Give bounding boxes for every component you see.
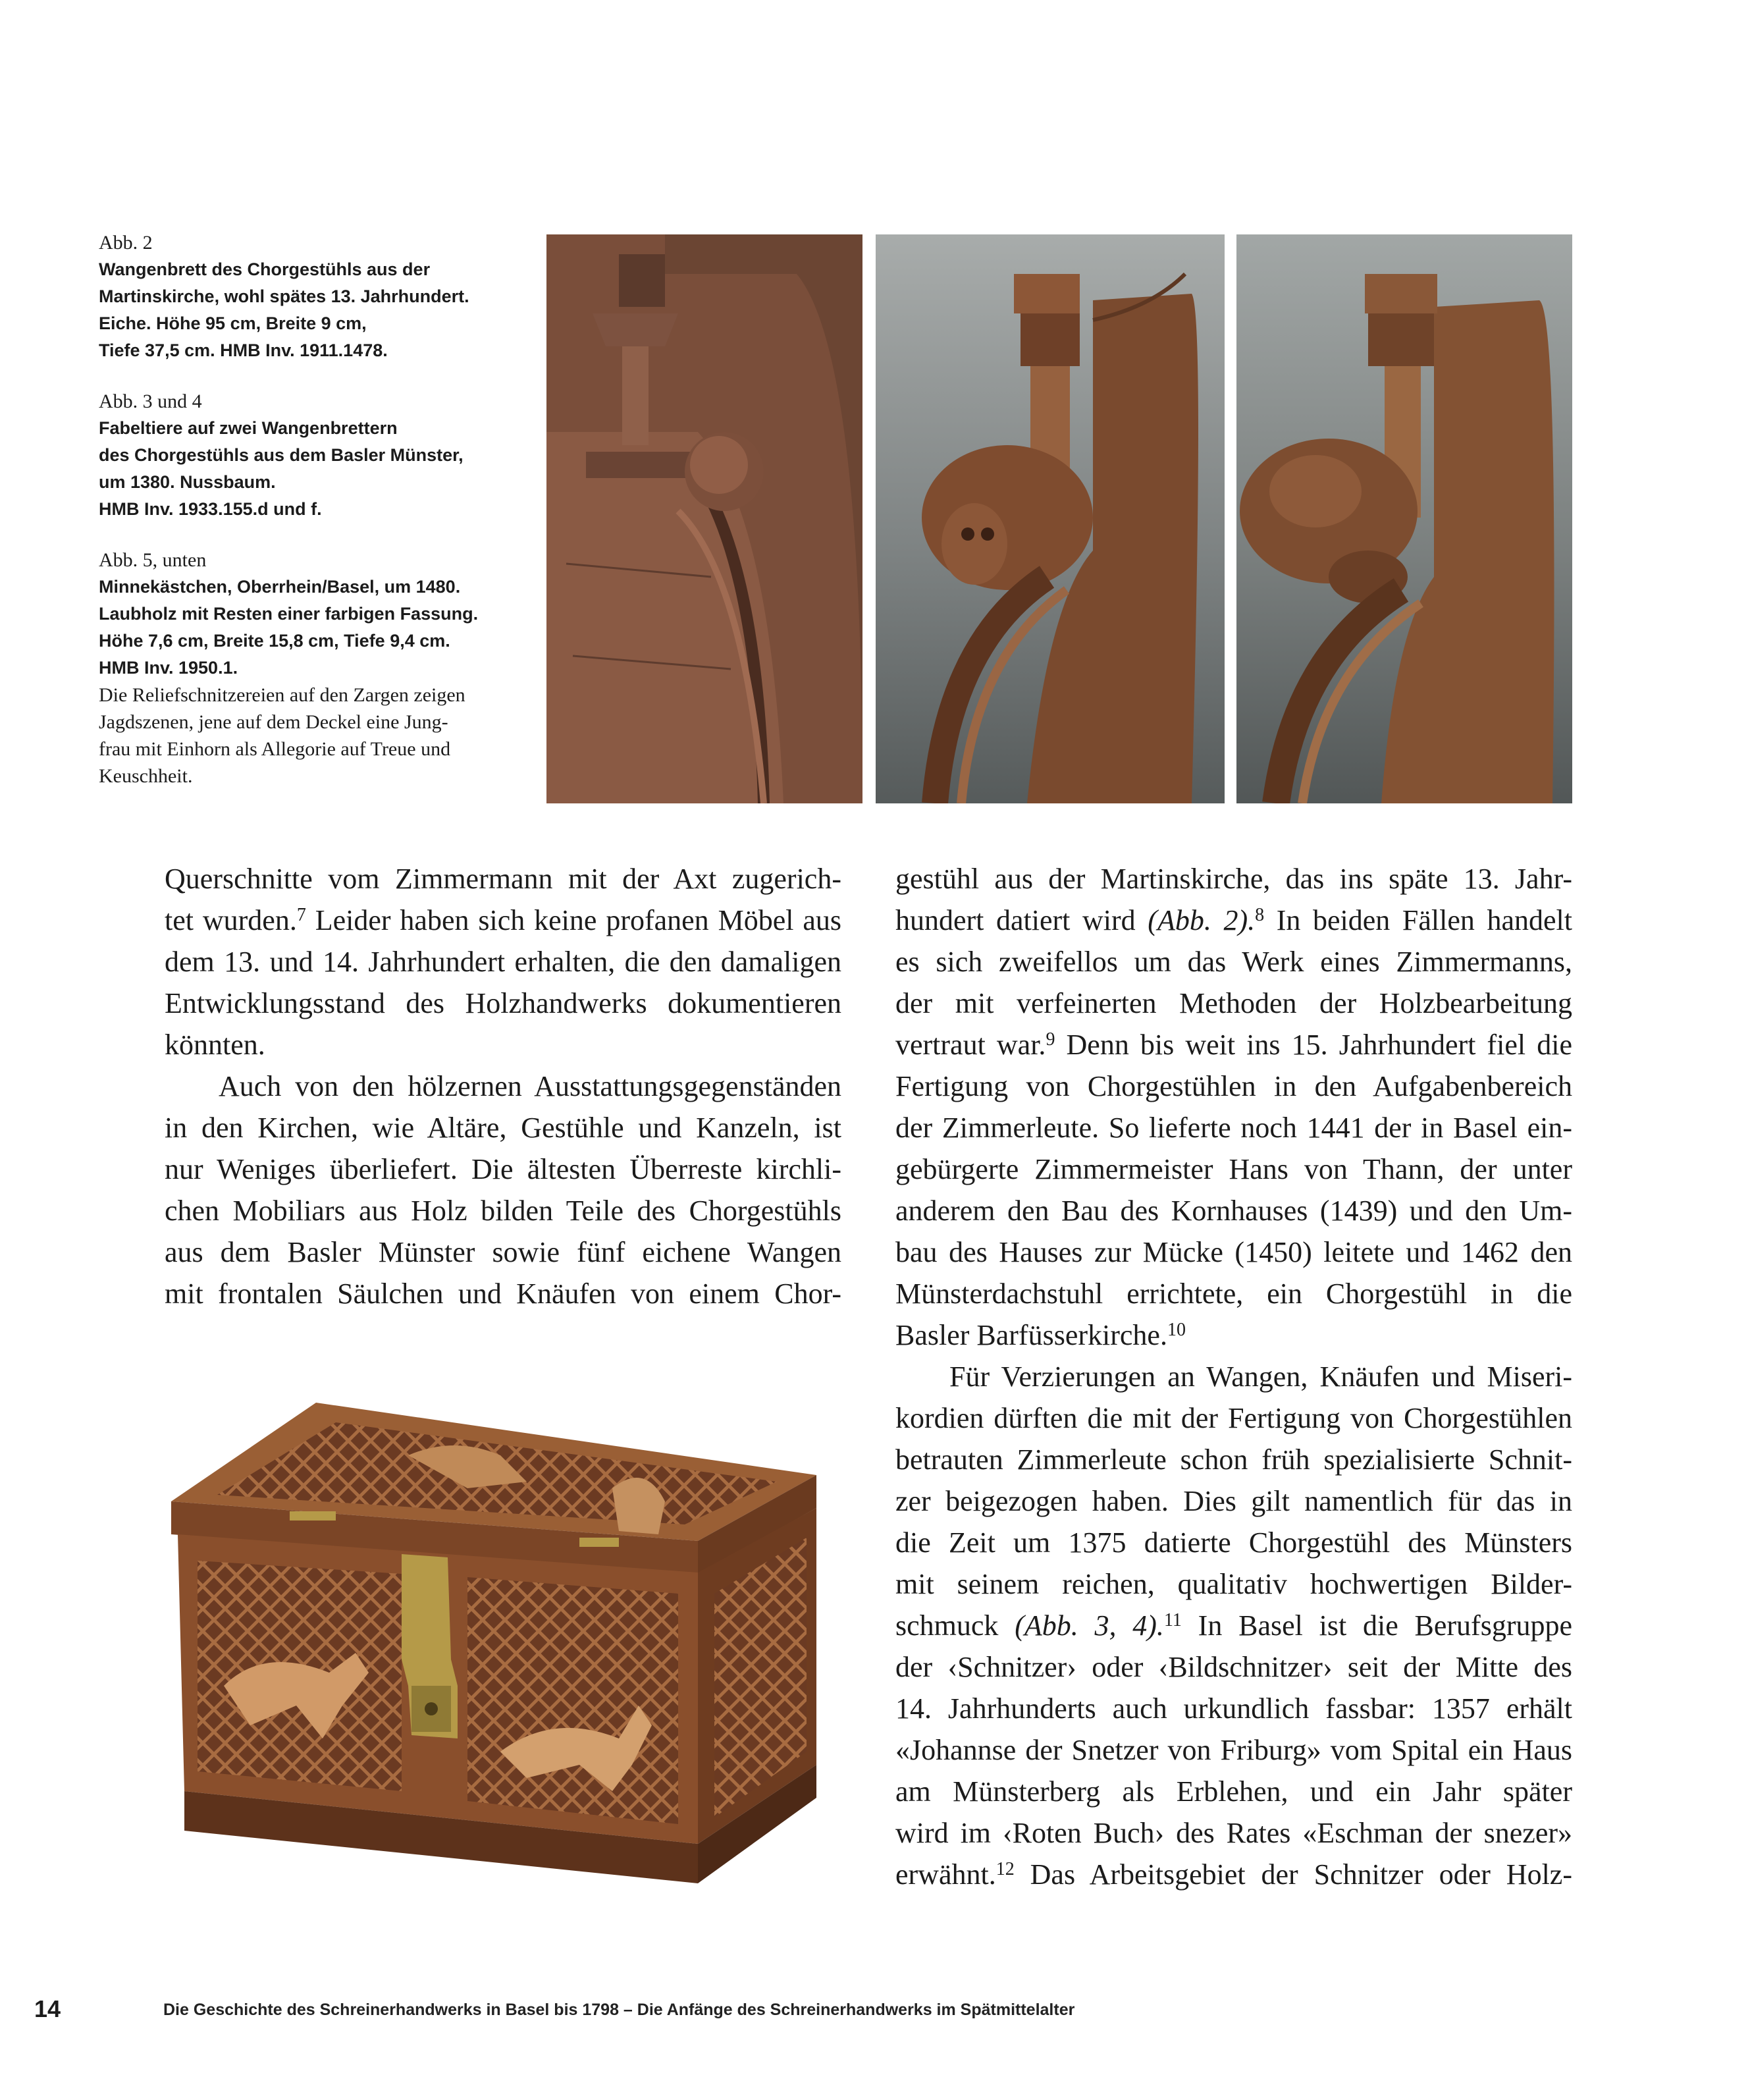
text-line: gestühl aus der Martinskirche, das ins späte 13. Jahr- (895, 863, 1572, 895)
caption-label: Abb. 3 und 4 (99, 390, 202, 412)
caption-note: Die Reliefschnitzereien auf den Zargen zeigen Jagdszenen, jene auf dem Deckel eine Jung- frau mit Einhorn als Allegorie auf Treue und Keuschheit. (99, 684, 465, 787)
text-run: vertraut war. (895, 1029, 1046, 1061)
text-line (895, 900, 1572, 941)
text-line: der Zimmerleute. So lieferte noch 1441 der in Basel ein- (895, 1112, 1572, 1144)
text-line: es sich zweifellos um das Werk eines Zimmermanns, (895, 946, 1572, 978)
text-line: «Johannse der Snetzer von Friburg» vom Spital ein Haus (895, 1734, 1572, 1766)
text-line: chen Mobiliars aus Holz bilden Teile des Chorgestühls (165, 1195, 841, 1227)
text-run: Leider haben sich keine profanen Möbel aus (305, 904, 841, 936)
figure-ref: (Abb. 3, 4). (1015, 1609, 1164, 1642)
page-number: 14 (34, 1995, 61, 2022)
text-line: mit seinem reichen, qualitativ hochwertigen Bilder- (895, 1568, 1572, 1600)
body-column-left (165, 858, 841, 1314)
text-line: zer beigezogen haben. Dies gilt namentlich für das in (895, 1485, 1572, 1517)
text-run: erwähnt. (895, 1858, 996, 1891)
footnote-ref: 9 (1046, 1029, 1055, 1050)
text-line: mit frontalen Säulchen und Knäufen von einem Chor- (165, 1278, 841, 1310)
text-run: Basler Barfüsserkirche. (895, 1319, 1167, 1351)
text-run: Das Arbeitsgebiet der Schnitzer oder Holz- (1014, 1858, 1572, 1891)
figure-ref: (Abb. 2). (1148, 904, 1256, 936)
text-line: Auch von den hölzernen Ausstattungsgegenständen (219, 1070, 841, 1102)
text-run: schmuck (895, 1609, 1015, 1642)
photo-wangenbrett-martinskirche (546, 234, 862, 803)
text-line: in den Kirchen, wie Altäre, Gestühle und Kanzeln, ist (165, 1112, 841, 1144)
paragraph (165, 858, 841, 1065)
text-line: bau des Hauses zur Mücke (1450) leitete und 1462 den (895, 1236, 1572, 1268)
caption-text: Fabeltiere auf zwei Wangenbrettern des Chorgestühls aus dem Basler Münster, um 1380. Nussbaum. HMB Inv. 1933.155.d und f. (99, 418, 464, 519)
figure-captions (99, 229, 533, 813)
paragraph (165, 1065, 841, 1314)
text-run: In beiden Fällen handelt (1264, 904, 1572, 936)
text-line: nur Weniges überliefert. Die ältesten Überreste kirchli- (165, 1153, 841, 1185)
text-line: Münsterdachstuhl errichtete, ein Chorgestühl in die (895, 1278, 1572, 1310)
text-line (165, 900, 841, 941)
paragraph (895, 1356, 1572, 1895)
text-line: gebürgerte Zimmermeister Hans von Thann, der unter (895, 1153, 1572, 1185)
text-run: Denn bis weit ins 15. Jahrhundert fiel die (1055, 1029, 1572, 1061)
text-line: Querschnitte vom Zimmermann mit der Axt zugerich- (165, 863, 841, 895)
text-line: wird im ‹Roten Buch› des Rates «Eschman der snezer» (895, 1817, 1572, 1849)
caption-abb-2 (99, 229, 533, 364)
text-line: kordien dürften die mit der Fertigung von Chorgestühlen (895, 1402, 1572, 1434)
caption-abb-3-4 (99, 388, 533, 523)
text-line: der mit verfeinerten Methoden der Holzbearbeitung (895, 987, 1572, 1019)
photo-fabeltier-2 (1236, 234, 1572, 803)
text-line (895, 1024, 1572, 1065)
caption-text: Wangenbrett des Chorgestühls aus der Martinskirche, wohl spätes 13. Jahrhundert. Eiche. Höhe 95 cm, Breite 9 cm, Tiefe 37,5 cm. HMB Inv. 1911.1478. (99, 259, 469, 360)
text-line: anderem den Bau des Kornhauses (1439) und den Um- (895, 1195, 1572, 1227)
photo-minnekaestchen (158, 1396, 843, 1883)
text-line: betrauten Zimmerleute schon früh spezialisierte Schnit- (895, 1443, 1572, 1476)
running-title: Die Geschichte des Schreinerhandwerks in Basel bis 1798 – Die Anfänge des Schreinerhandwerks im Spätmittelalter (163, 2001, 1075, 2019)
caption-label: Abb. 2 (99, 232, 153, 254)
text-line: die Zeit um 1375 datierte Chorgestühl des Münsters (895, 1526, 1572, 1559)
footnote-ref: 11 (1163, 1610, 1182, 1630)
text-line: Fertigung von Chorgestühlen in den Aufgabenbereich (895, 1070, 1572, 1102)
text-line: am Münsterberg als Erblehen, und ein Jahr später (895, 1775, 1572, 1808)
text-run: hundert datiert wird (895, 904, 1148, 936)
text-line (895, 1605, 1572, 1646)
caption-text: Minnekästchen, Oberrhein/Basel, um 1480. Laubholz mit Resten einer farbigen Fassung. Höhe 7,6 cm, Breite 15,8 cm, Tiefe 9,4 cm. HMB Inv. 1950.1. (99, 577, 479, 678)
caption-label: Abb. 5, unten (99, 549, 207, 571)
footnote-ref: 10 (1167, 1320, 1186, 1340)
text-run: tet wurden. (165, 904, 297, 936)
paragraph (895, 858, 1572, 1356)
text-line: 14. Jahrhunderts auch urkundlich fassbar: 1357 erhält (895, 1692, 1572, 1725)
footnote-ref: 8 (1255, 905, 1265, 925)
footnote-ref: 7 (296, 905, 306, 925)
text-line: der ‹Schnitzer› oder ‹Bildschnitzer› seit der Mitte des (895, 1651, 1572, 1683)
text-line: aus dem Basler Münster sowie fünf eichene Wangen (165, 1236, 841, 1268)
caption-abb-5 (99, 547, 533, 790)
photo-fabeltier-1 (876, 234, 1225, 803)
footnote-ref: 12 (995, 1859, 1015, 1879)
text-line (895, 1314, 1572, 1356)
text-line: dem 13. und 14. Jahrhundert erhalten, die den damaligen (165, 946, 841, 978)
text-line: Für Verzierungen an Wangen, Knäufen und Miseri- (949, 1360, 1572, 1393)
text-line: könnten. (165, 1029, 265, 1061)
text-run: In Basel ist die Berufsgruppe (1181, 1609, 1573, 1642)
body-column-right (895, 858, 1572, 1895)
text-line: Entwicklungsstand des Holzhandwerks dokumentieren (165, 987, 841, 1019)
text-line (895, 1854, 1572, 1895)
